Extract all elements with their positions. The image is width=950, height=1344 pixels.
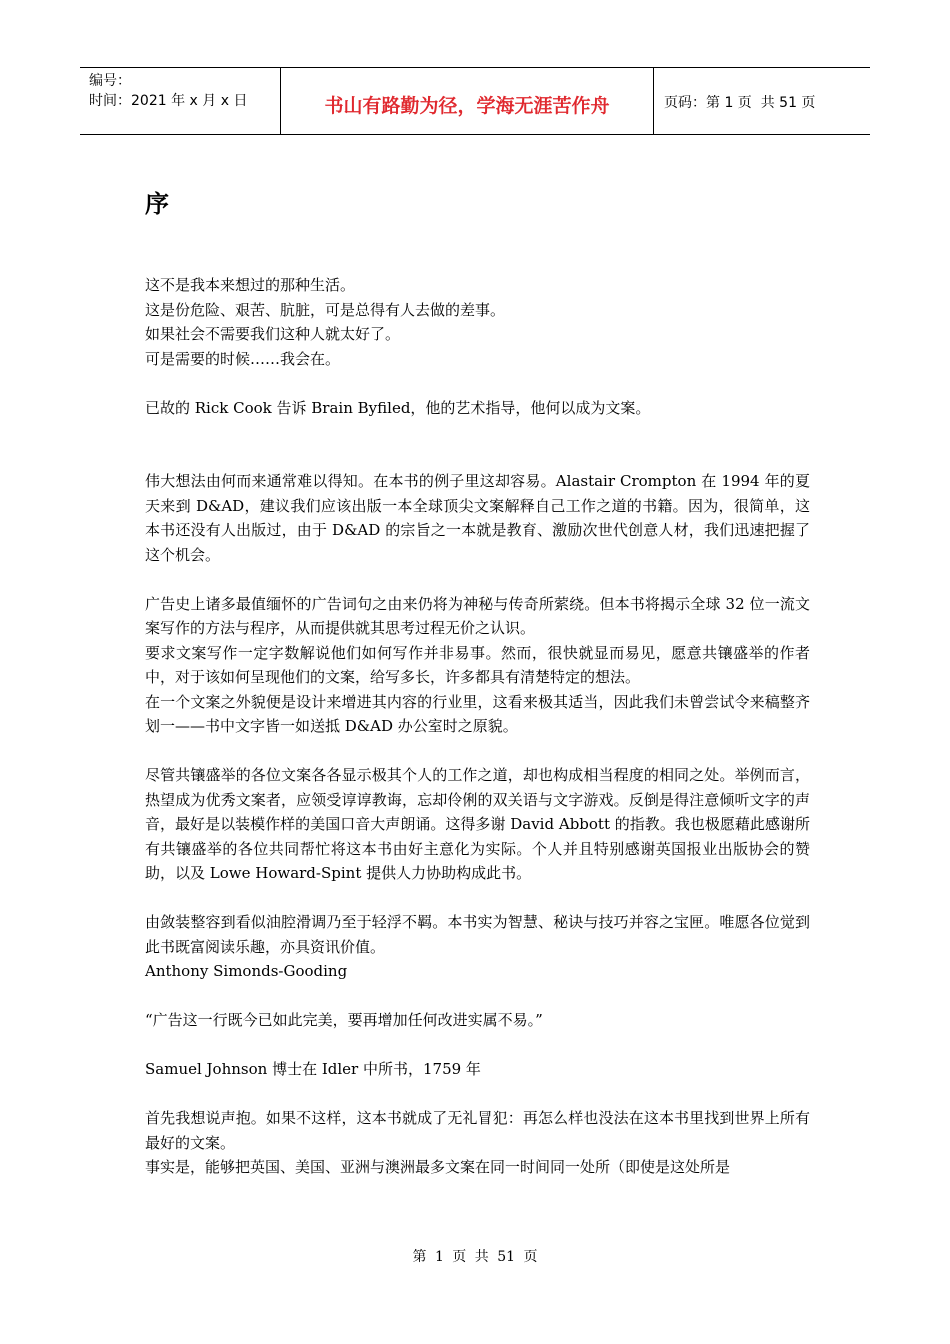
paragraph-gap — [145, 984, 810, 1009]
document-date: 时间：2021 年 x 月 x 日 — [89, 93, 248, 109]
paragraph-gap — [145, 420, 810, 469]
paragraph-gap — [145, 371, 810, 396]
author-signature: Anthony Simonds-Gooding — [145, 962, 348, 980]
quote-attribution: Samuel Johnson 博士在 Idler 中所书，1759 年 — [145, 1060, 481, 1078]
paragraph: 伟大想法由何而来通常难以得知。在本书的例子里这却容易。Alastair Crompton 在 1994 年的夏天来到 D&AD，建议我们应该出版一本全球顶尖文案解释自己工作之道的书籍。因为，很简单，这本书还没有人出版过，由于 D&AD 的宗旨之一本就是教育、激励次世代创意人材，我们迅速把握了这个机会。 — [145, 472, 810, 564]
paragraph: 广告史上诸多最值缅怀的广告词句之由来仍将为神秘与传奇所萦绕。但本书将揭示全球 32 位一流文案写作的方法与程序，从而提供就其思考过程无价之认识。 — [145, 594, 810, 637]
header-page-info: 页码：第 1 页 共 51 页 — [664, 95, 816, 111]
document-body — [145, 273, 810, 1180]
paragraph: 要求文案写作一定字数解说他们如何写作并非易事。然而，很快就显而易见，愿意共镶盛举的作者中，对于该如何呈现他们的文案，给写多长，许多都具有清楚特定的想法。 — [145, 643, 810, 686]
document-title: 序 — [145, 190, 169, 218]
quote: “广告这一行既今已如此完美，要再增加任何改进实属不易。” — [145, 1011, 543, 1029]
paragraph: 已故的 Rick Cook 告诉 Brain Byfiled，他的艺术指导，他何以成为文案。 — [145, 398, 651, 417]
paragraph: 可是需要的时候……我会在。 — [145, 349, 341, 368]
document-header — [80, 67, 870, 135]
paragraph-gap — [145, 886, 810, 911]
paragraph: 这不是我本来想过的那种生活。 — [145, 276, 356, 294]
paragraph: 尽管共镶盛举的各位文案各各显示极其个人的工作之道，却也构成相当程度的相同之处。举例而言，热望成为优秀文案者，应领受谆谆教诲，忘却伶俐的双关语与文字游戏。反倒是得注意倾听文字的声音，最好是以装模作样的美国口音大声朗诵。这得多谢 David Abbott 的指教。我也极愿藉此感谢所有共镶盛举的各位共同帮忙将这本书由好主意化为实际。个人并且特别感谢英国报业出版协会的赞助，以及 Lowe Howard-Spint 提供人力协助构成此书。 — [145, 766, 810, 882]
document-number-label: 编号： — [89, 73, 131, 89]
paragraph-gap — [145, 1033, 810, 1058]
paragraph: 由敛装整容到看似油腔滑调乃至于轻浮不羁。本书实为智慧、秘诀与技巧并容之宝匣。唯愿各位觉到此书既富阅读乐趣，亦具资讯价值。 — [145, 913, 810, 956]
header-motto: 书山有路勤为径，学海无涯苦作舟 — [281, 68, 654, 134]
paragraph: 在一个文案之外貌便是设计来增进其内容的行业里，这看来极其适当，因此我们未曾尝试令来稿整齐划一——书中文字皆一如送抵 D&AD 办公室时之原貌。 — [145, 692, 810, 735]
paragraph: 这是份危险、艰苦、肮脏，可是总得有人去做的差事。 — [145, 300, 506, 319]
page-footer: 第 1 页 共 51 页 — [412, 1249, 538, 1265]
paragraph: 如果社会不需要我们这种人就太好了。 — [145, 325, 401, 343]
paragraph-gap — [145, 1082, 810, 1107]
paragraph-gap — [145, 567, 810, 592]
header-meta — [80, 68, 281, 134]
paragraph-gap — [145, 739, 810, 764]
paragraph: 首先我想说声抱。如果不这样，这本书就成了无礼冒犯：再怎么样也没法在这本书里找到世界上所有最好的文案。 — [145, 1109, 810, 1152]
paragraph: 事实是，能够把英国、美国、亚洲与澳洲最多文案在同一时间同一处所（即使是这处所是 — [145, 1158, 731, 1176]
